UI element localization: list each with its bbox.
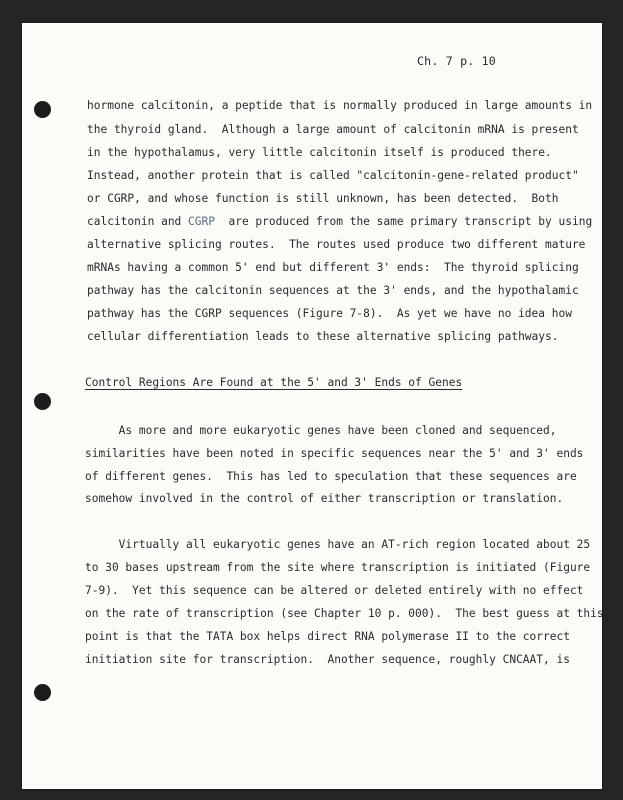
text-line: As more and more eukaryotic genes have been cloned and sequenced, [85, 424, 557, 437]
section-heading: Control Regions Are Found at the 5' and 3' Ends of Genes [85, 376, 463, 389]
text-line: the thyroid gland. Although a large amount of calcitonin mRNA is present [87, 123, 579, 136]
text-line: or CGRP, and whose function is still unknown, has been detected. Both [87, 192, 559, 205]
text-line: hormone calcitonin, a peptide that is normally produced in large amounts in [87, 99, 593, 112]
punch-hole-bottom [34, 684, 51, 701]
text-line: pathway has the calcitonin sequences at the 3' ends, and the hypothalamic [87, 284, 579, 297]
text-line: point is that the TATA box helps direct RNA polymerase II to the correct [85, 630, 570, 643]
text-line: mRNAs having a common 5' end but different 3' ends: The thyroid splicing [87, 261, 579, 274]
text-line: Virtually all eukaryotic genes have an AT-rich region located about 25 [85, 538, 591, 551]
text-line: Instead, another protein that is called "calcitonin-gene-related product" [87, 169, 579, 182]
text-line: of different genes. This has led to speculation that these sequences are [85, 470, 577, 483]
page-header: Ch. 7 p. 10 [417, 54, 496, 68]
text-line: cellular differentiation leads to these alternative splicing pathways. [87, 330, 559, 343]
text-segment: calcitonin and [87, 215, 189, 228]
text-segment: are produced from the same primary transcript by using [215, 215, 593, 228]
punch-hole-middle [34, 393, 51, 410]
punch-hole-top [34, 101, 51, 118]
text-line: initiation site for transcription. Another sequence, roughly CNCAAT, is [85, 653, 570, 666]
text-line: somehow involved in the control of either transcription or translation. [85, 492, 564, 505]
corrected-text: CGRP [188, 215, 215, 228]
text-line: alternative splicing routes. The routes used produce two different mature [87, 238, 586, 251]
text-line: on the rate of transcription (see Chapter 10 p. 000). The best guess at this [85, 607, 604, 620]
text-line: pathway has the CGRP sequences (Figure 7-8). As yet we have no idea how [87, 307, 572, 320]
text-line: to 30 bases upstream from the site where transcription is initiated (Figure [85, 561, 591, 574]
text-line [87, 215, 592, 228]
document-page [22, 23, 602, 789]
text-line: 7-9). Yet this sequence can be altered or deleted entirely with no effect [85, 584, 584, 597]
text-line: similarities have been noted in specific sequences near the 5' and 3' ends [85, 447, 584, 460]
text-line: in the hypothalamus, very little calcitonin itself is produced there. [87, 146, 552, 159]
